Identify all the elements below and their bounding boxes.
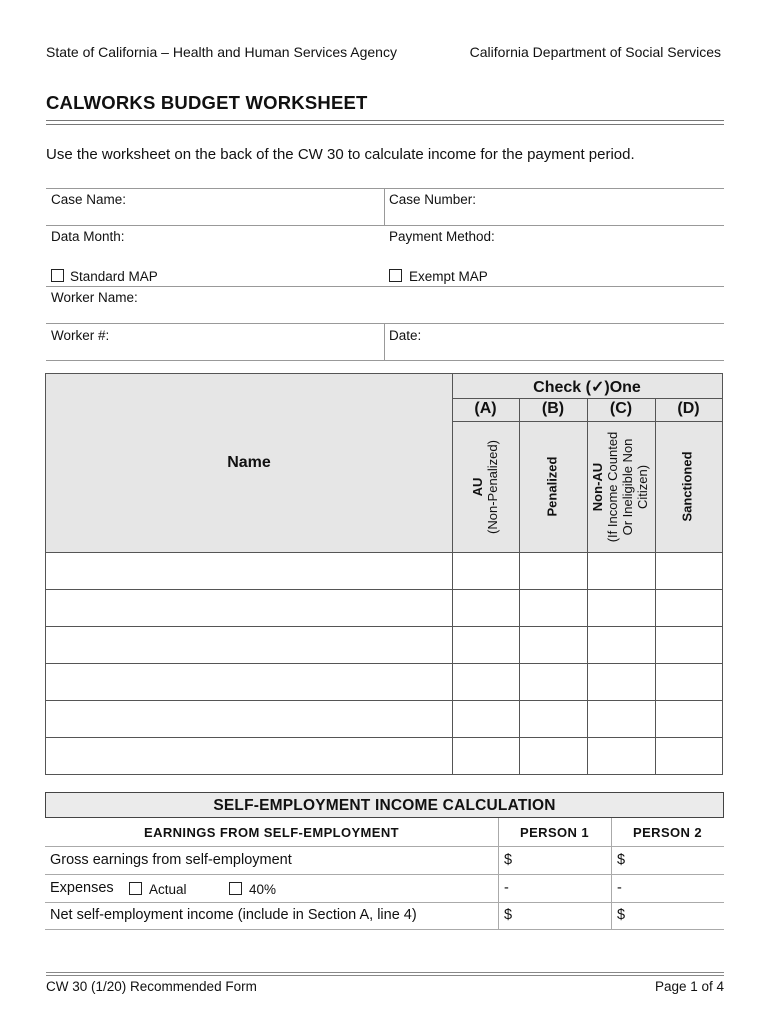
footer-divider — [46, 972, 724, 976]
case-info-section — [46, 188, 724, 361]
name-column-header: Name — [227, 454, 271, 471]
intro-text: Use the worksheet on the back of the CW 30 to calculate income for the payment period. — [46, 146, 635, 163]
gross-earnings-label: Gross earnings from self-employment — [50, 852, 292, 868]
divider — [46, 552, 722, 553]
column-c-sub-1: (If Income Counted — [605, 431, 620, 543]
column-c-title: Non-AU — [590, 462, 605, 512]
divider — [587, 398, 588, 774]
column-a-letter: (A) — [474, 400, 497, 417]
divider — [46, 737, 722, 738]
standard-map-checkbox[interactable] — [51, 269, 64, 282]
form-title: CALWORKS BUDGET WORKSHEET — [46, 92, 368, 113]
divider — [45, 874, 724, 875]
title-divider — [46, 120, 724, 125]
page-number: Page 1 of 4 — [654, 979, 724, 994]
divider — [46, 360, 724, 361]
worker-number-field[interactable]: Worker #: — [51, 328, 110, 343]
column-b-label — [545, 422, 562, 552]
column-d-letter: (D) — [677, 400, 700, 417]
divider — [384, 188, 385, 225]
divider — [46, 225, 724, 226]
actual-checkbox[interactable] — [129, 882, 142, 895]
divider — [46, 589, 722, 590]
divider — [45, 902, 724, 903]
divider — [46, 663, 722, 664]
self-employment-title: SELF-EMPLOYMENT INCOME CALCULATION — [45, 792, 724, 818]
divider — [46, 188, 724, 189]
data-month-field[interactable]: Data Month: — [51, 229, 125, 244]
forty-percent-checkbox[interactable] — [229, 882, 242, 895]
agency-name: State of California – Health and Human Services Agency — [46, 44, 397, 60]
form-number: CW 30 (1/20) Recommended Form — [46, 979, 257, 994]
self-employment-section — [45, 818, 724, 930]
divider — [452, 374, 453, 774]
standard-map-label: Standard MAP — [70, 269, 158, 284]
forty-percent-label: 40% — [249, 882, 277, 897]
worker-name-field[interactable]: Worker Name: — [51, 290, 138, 305]
divider — [655, 398, 656, 774]
case-name-field[interactable]: Case Name: — [51, 192, 127, 207]
expenses-person2[interactable]: - — [617, 880, 622, 896]
column-c-sub-3: Citizen) — [635, 464, 650, 510]
person1-column-header: PERSON 1 — [520, 825, 589, 840]
expenses-label: Expenses — [50, 880, 114, 896]
divider — [452, 398, 722, 399]
divider — [45, 846, 724, 847]
divider — [519, 398, 520, 774]
net-income-person2[interactable]: $ — [617, 907, 626, 923]
department-name: California Department of Social Services — [469, 44, 721, 60]
actual-label: Actual — [149, 882, 187, 897]
exempt-map-checkbox[interactable] — [389, 269, 402, 282]
column-a-title: AU — [470, 477, 485, 497]
divider — [384, 323, 385, 360]
gross-earnings-person2[interactable]: $ — [617, 852, 626, 868]
date-field[interactable]: Date: — [389, 328, 422, 343]
check-one-header: Check (✓)One — [533, 379, 641, 396]
column-b-title: Penalized — [544, 456, 560, 517]
divider — [46, 700, 722, 701]
divider — [46, 286, 724, 287]
expenses-person1[interactable]: - — [504, 880, 509, 896]
name-check-table — [45, 373, 723, 775]
net-income-person1[interactable]: $ — [504, 907, 513, 923]
divider — [46, 626, 722, 627]
column-b-letter: (B) — [541, 400, 565, 417]
divider — [46, 323, 724, 324]
column-c-letter: (C) — [609, 400, 633, 417]
net-income-label: Net self-employment income (include in Section A, line 4) — [50, 907, 417, 923]
column-d-title: Sanctioned — [679, 451, 695, 522]
column-a-label — [470, 422, 502, 552]
case-number-field[interactable]: Case Number: — [389, 192, 477, 207]
gross-earnings-person1[interactable]: $ — [504, 852, 513, 868]
divider — [45, 929, 724, 930]
earnings-column-header: EARNINGS FROM SELF-EMPLOYMENT — [144, 825, 399, 840]
column-d-label — [680, 422, 697, 552]
exempt-map-label: Exempt MAP — [409, 269, 488, 284]
column-a-subtitle: (Non-Penalized) — [485, 440, 500, 534]
column-c-sub-2: Or Ineligible Non — [620, 438, 635, 536]
person2-column-header: PERSON 2 — [633, 825, 702, 840]
payment-method-label: Payment Method: — [389, 229, 495, 244]
column-c-label — [590, 422, 652, 552]
